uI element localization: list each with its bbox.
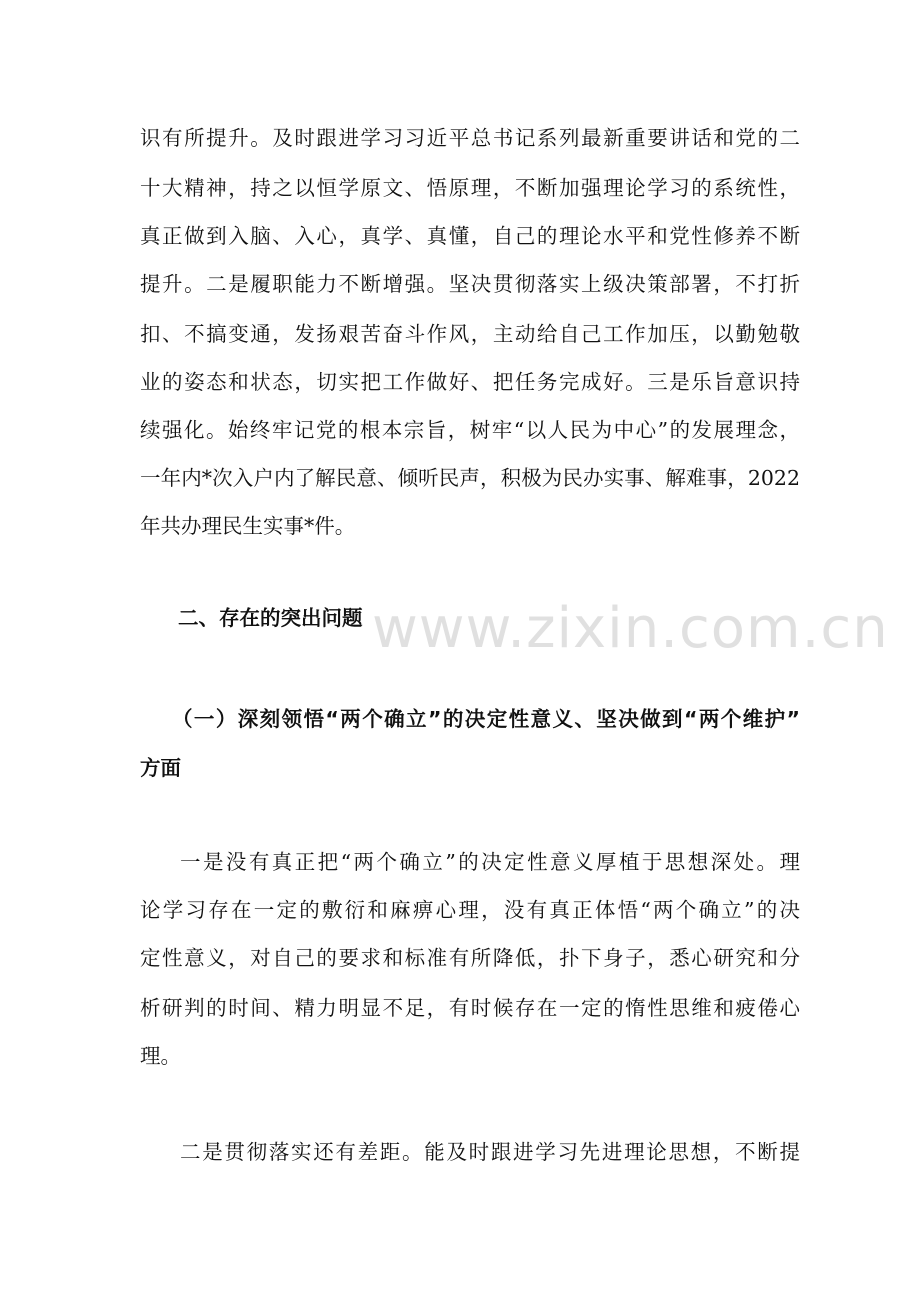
watermark: www.zixin.com.cn xyxy=(372,596,889,661)
paragraph-line: 一年内*次入户内了解民意、倾听民声，积极为民办实事、解难事，2022 xyxy=(140,466,800,490)
section-heading: 二、存在的突出问题 xyxy=(178,606,363,630)
paragraph-line: 一是没有真正把“两个确立”的决定性意义厚植于思想深处。理 xyxy=(180,850,800,874)
paragraph-line: 真正做到入脑、入心，真学、真懂，自己的理论水平和党性修养不断 xyxy=(140,224,800,248)
paragraph-line: 提升。二是履职能力不断增强。坚决贯彻落实上级决策部署，不打折 xyxy=(140,272,800,296)
paragraph-line: 识有所提升。及时跟进学习习近平总书记系列最新重要讲话和党的二 xyxy=(140,126,800,150)
subsection-heading: （一）深刻领悟“两个确立”的决定性意义、坚决做到“两个维护” xyxy=(172,707,800,731)
paragraph-line: 十大精神，持之以恒学原文、悟原理，不断加强理论学习的系统性， xyxy=(140,176,800,200)
paragraph-line: 定性意义，对自己的要求和标准有所降低，扑下身子，悉心研究和分 xyxy=(140,946,800,970)
paragraph-line: 扣、不搞变通，发扬艰苦奋斗作风，主动给自己工作加压，以勤勉敬 xyxy=(140,322,800,346)
subsection-heading-continued: 方面 xyxy=(140,756,181,780)
paragraph-line: 二是贯彻落实还有差距。能及时跟进学习先进理论思想，不断提 xyxy=(180,1140,800,1164)
paragraph-line: 业的姿态和状态，切实把工作做好、把任务完成好。三是乐旨意识持 xyxy=(140,370,800,394)
paragraph-line: 论学习存在一定的敷衍和麻痹心理，没有真正体悟“两个确立”的决 xyxy=(140,898,800,922)
paragraph-line: 析研判的时间、精力明显不足，有时候存在一定的惰性思维和疲倦心 xyxy=(140,996,800,1020)
paragraph-line: 续强化。始终牢记党的根本宗旨，树牢“以人民为中心”的发展理念， xyxy=(140,418,800,442)
paragraph-line: 年共办理民生实事*件。 xyxy=(140,514,356,538)
paragraph-line: 理。 xyxy=(140,1044,181,1068)
